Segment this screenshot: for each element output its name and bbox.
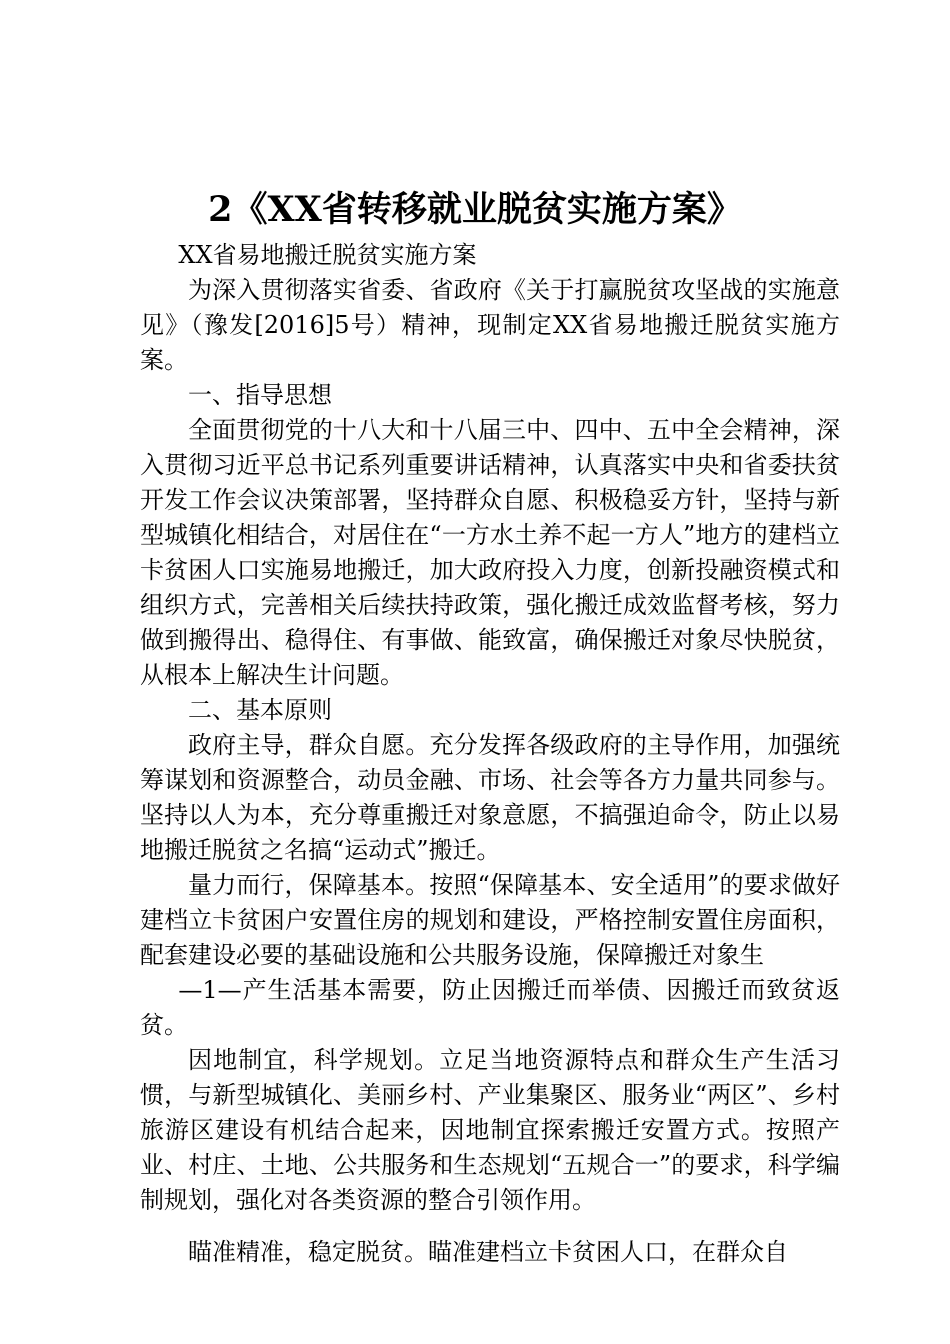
- page-break-line: —1—产生活基本需要，防止因搬迁而举债、因搬迁而致贫返贫。: [140, 976, 840, 1039]
- guiding-ideology-paragraph: 全面贯彻党的十八大和十八届三中、四中、五中全会精神，深入贯彻习近平总书记系列重要讲话精神，认真落实中央和省委扶贫开发工作会议决策部署，坚持群众自愿、积极稳妥方针，坚持与新型城镇化相结合，对居住在“一方水土养不起一方人”地方的建档立卡贫困人口实施易地搬迁，加大政府投入力度，创新投融资模式和组织方式，完善相关后续扶持政策，强化搬迁成效监督考核，努力做到搬得出、稳得住、有事做、能致富，确保搬迁对象尽快脱贫，从根本上解决生计问题。: [140, 416, 840, 689]
- principle-paragraph-3: 因地制宜，科学规划。立足当地资源特点和群众生产生活习惯，与新型城镇化、美丽乡村、产业集聚区、服务业“两区”、乡村旅游区建设有机结合起来，因地制宜探索搬迁安置方式。按照产业、村庄、土地、公共服务和生态规划“五规合一”的要求，科学编制规划，强化对各类资源的整合引领作用。: [140, 1046, 840, 1214]
- document-subtitle: XX省易地搬迁脱贫实施方案: [178, 241, 477, 269]
- section-heading-guiding-ideology: 一、指导思想: [188, 381, 332, 409]
- document-body: [140, 238, 840, 1270]
- section-heading-basic-principles: 二、基本原则: [188, 696, 332, 724]
- document-title: 2《XX省转移就业脱贫实施方案》: [208, 189, 742, 230]
- principle-paragraph-4: 瞄准精准，稳定脱贫。瞄准建档立卡贫困人口，在群众自: [188, 1238, 788, 1266]
- intro-paragraph: 为深入贯彻落实省委、省政府《关于打赢脱贫攻坚战的实施意见》（豫发[2016]5号）精神，现制定XX省易地搬迁脱贫实施方案。: [140, 276, 840, 374]
- principle-paragraph-1: 政府主导，群众自愿。充分发挥各级政府的主导作用，加强统筹谋划和资源整合，动员金融、市场、社会等各方力量共同参与。坚持以人为本，充分尊重搬迁对象意愿，不搞强迫命令，防止以易地搬迁脱贫之名搞“运动式”搬迁。: [140, 731, 840, 864]
- principle-paragraph-2: 量力而行，保障基本。按照“保障基本、安全适用”的要求做好建档立卡贫困户安置住房的规划和建设，严格控制安置住房面积，配套建设必要的基础设施和公共服务设施，保障搬迁对象生: [140, 871, 840, 969]
